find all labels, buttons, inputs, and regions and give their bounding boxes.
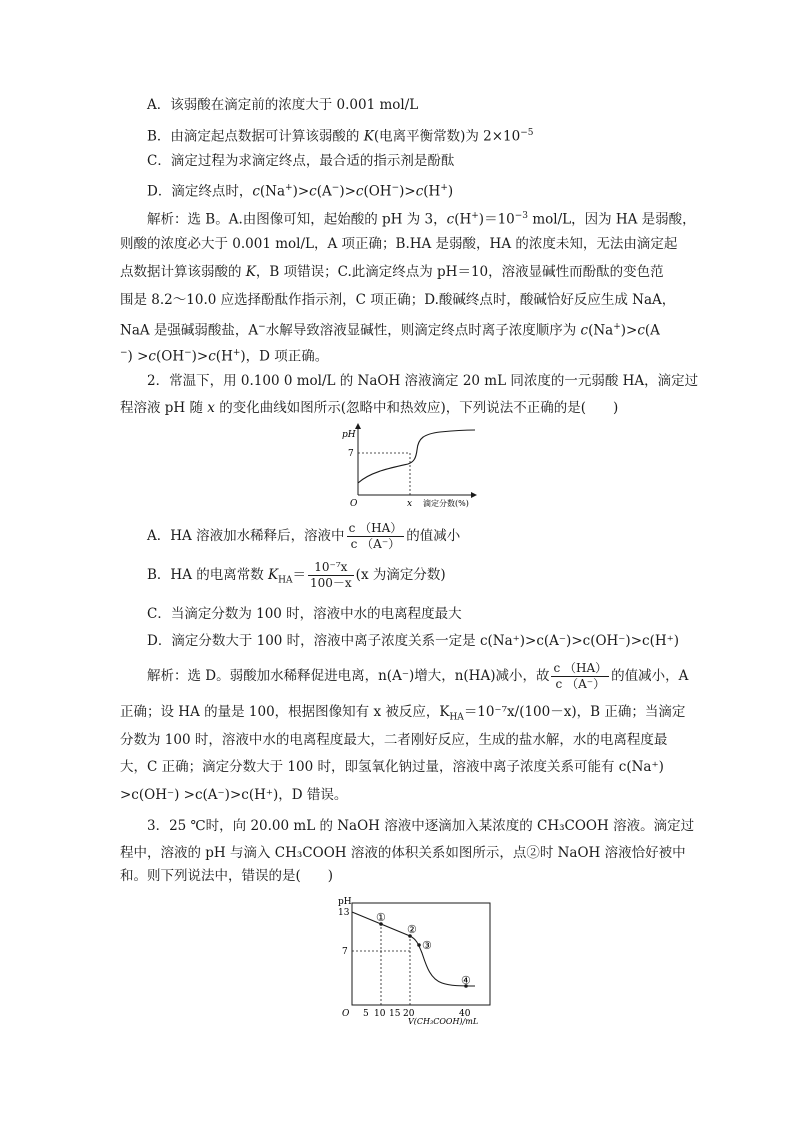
q3-stem-line-3: 和。则下列说法中，错误的是( ) xyxy=(120,868,334,884)
q1-option-d: D．滴定终点时，c(Na+)>c(A−)>c(OH−)>c(H+) xyxy=(147,183,454,200)
q3-ph-volume-graph xyxy=(330,893,500,1025)
q2-graph-xlabel: 滴定分数(%) xyxy=(423,499,469,508)
q3-graph-ylabel: pH xyxy=(338,897,352,907)
q1-analysis-line-5: NaA 是强碱弱酸盐，A−水解导致溶液显碱性，则滴定终点时离子浓度顺序为 c(Na+)>c(A xyxy=(120,322,660,339)
q2-stem-line-2: 程溶液 pH 随 x 的变化曲线如图所示(忽略中和热效应)，下列说法不正确的是( ) xyxy=(120,400,619,416)
q2-analysis-line-2: 正确；设 HA 的量是 100，根据图像知有 x 被反应，$K_{HA}=10^{-7}x/(100-x)$，B 正确；当滴定 xyxy=(120,704,686,723)
q1-analysis-line-2: 则酸的浓度必大于 0.001 mol/L，A 项正确；B.HA 是弱酸，HA 的浓度未知，无法由滴定起 xyxy=(120,236,678,252)
q3-graph-xlabel: V(CH₃COOH)/mL xyxy=(408,1017,479,1025)
q2-analysis-line-3: 分数为 100 时，溶液中水的电离程度最大，二者刚好反应，生成的盐水解，水的电离程度最 xyxy=(120,732,668,748)
q1-option-b: B．由滴定起点数据可计算该弱酸的 K(电离平衡常数)为 $2\times 10^{-5}$ xyxy=(147,128,534,145)
q2-option-c: C．当滴定分数为 100 时，溶液中水的电离程度最大 xyxy=(147,606,462,622)
q2-graph-x-arrow xyxy=(471,492,477,498)
q3-graph-xtick-5: 5 xyxy=(363,1009,369,1019)
q3-graph-dot-3 xyxy=(417,943,421,947)
q2-option-b: B．HA 的电离常数 $K_{HA}=$ $\frac{\text{10⁻⁷x}}{100-x}$ (x 为滴定分数) xyxy=(147,560,446,590)
q3-graph-point-3: ③ xyxy=(422,939,432,952)
q3-graph-point-2: ② xyxy=(407,923,417,936)
q3-graph-xtick-o: O xyxy=(342,1009,350,1019)
q1-analysis-line-3: 点数据计算该弱酸的 K，B 项错误；C.此滴定终点为 pH＝10，溶液显碱性而酚酞的变色范 xyxy=(120,264,664,280)
q2-stem-line-1: 2．常温下，用 0.100 0 mol/L 的 NaOH 溶液滴定 20 mL 同浓度的一元弱酸 HA，滴定过 xyxy=(147,373,699,389)
q1-option-a: A．该弱酸在滴定前的浓度大于 0.001 mol/L xyxy=(147,97,419,113)
q2-analysis-line-5: >c(OH⁻) >c(A⁻)>c(H⁺)，D 错误。 xyxy=(120,787,348,803)
q2-graph-x-mark: x xyxy=(407,499,413,509)
q3-graph-xtick-20: 20 xyxy=(403,1009,415,1019)
q2-analysis-line-4: 大，C 正确；滴定分数大于 100 时，即氢氧化钠过量，溶液中离子浓度关系可能有 c(Na⁺) xyxy=(120,759,664,775)
q1-analysis-line-6: −) >c(OH−)>c(H+)，D 项正确。 xyxy=(120,348,329,365)
q1-analysis-line-1: 解析：选 B。A.由图像可知，起始酸的 pH 为 3，$c(H^+)=10^{-3}$ mol/L，因为 HA 是弱酸， xyxy=(147,211,696,228)
q2-graph-y-arrow xyxy=(355,423,361,429)
q3-graph-frame xyxy=(352,903,490,1005)
q1-analysis-line-4: 围是 8.2～10.0 应选择酚酞作指示剂，C 项正确；D.酸碱终点时，酸碱恰好反应生成 NaA， xyxy=(120,292,676,308)
q2-option-a: A．HA 溶液加水稀释后，溶液中 $\frac{c (HA)}{c (A^-)}$ 的值减小 xyxy=(147,521,461,551)
q2-graph-curve xyxy=(358,430,475,483)
q2-ph-curve-graph xyxy=(330,420,490,510)
q2-option-d: D．滴定分数大于 100 时，溶液中离子浓度关系一定是 c(Na⁺)>c(A⁻)>c(OH⁻)>c(H⁺) xyxy=(147,633,680,649)
q3-graph-point-4: ④ xyxy=(461,974,471,987)
q3-graph-xtick-40: 40 xyxy=(459,1009,471,1019)
q3-graph-ytick-13: 13 xyxy=(338,908,350,918)
q2-graph-ylabel: pH xyxy=(342,430,356,440)
q3-graph-point-1: ① xyxy=(376,911,386,924)
q2-graph-tick-7: 7 xyxy=(348,449,354,459)
q1-option-c: C．滴定过程为求滴定终点，最合适的指示剂是酚酞 xyxy=(147,153,455,169)
q2-graph-origin: O xyxy=(350,499,358,509)
q3-graph-xtick-10: 10 xyxy=(374,1009,386,1019)
q3-stem-line-1: 3．25 ℃时，向 20.00 mL 的 NaOH 溶液中逐滴加入某浓度的 CH₃COOH 溶液。滴定过 xyxy=(147,818,695,834)
q3-graph-ytick-7: 7 xyxy=(342,947,348,957)
q3-graph-xtick-15: 15 xyxy=(389,1009,401,1019)
q2-analysis-line-1: 解析：选 D。弱酸加水稀释促进电离，n(A⁻)增大，n(HA)减小，故 $\frac{c (HA)}{c (A^-)}$ 的值减小，A xyxy=(147,661,689,691)
q3-stem-line-2: 程中，溶液的 pH 与滴入 CH₃COOH 溶液的体积关系如图所示，点②时 NaOH 溶液恰好被中 xyxy=(120,845,686,861)
